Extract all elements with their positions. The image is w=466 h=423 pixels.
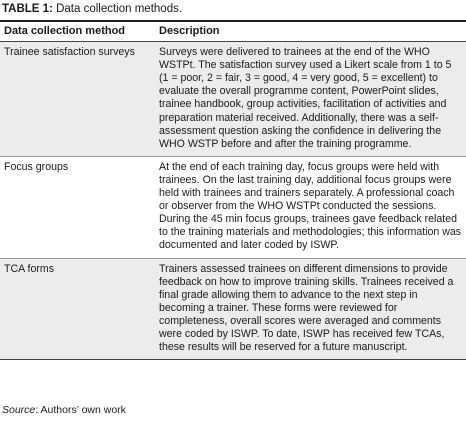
description-cell: Trainers assessed trainees on different dimensions to provide feedback on how to improve training skills. Trainees received a final grade allowing them to advance to the next step in becoming a trainer. These forms were reviewed for completeness, overall scores were averaged and comments were coded by ISWP. To date, ISWP has received few TCAs, these results will be reserved for a future manuscript. — [155, 258, 466, 360]
data-collection-table-container — [0, 20, 466, 360]
description-cell: At the end of each training day, focus groups were held with trainees. On the last training day, additional focus groups were held with trainees and trainers separately. A professional coach or observer from the WHO WSTPt conducted the sessions. During the 45 min focus groups, trainees gave feedback related to the training materials and methodologies; this information was documented and later coded by ISWP. — [155, 156, 466, 258]
table-header-row — [0, 21, 466, 42]
table-header — [0, 21, 466, 42]
method-cell: Focus groups — [0, 156, 155, 258]
source-text: : Authors’ own work — [35, 404, 126, 416]
table-row — [0, 156, 466, 258]
table-row — [0, 258, 466, 360]
source-label: Source — [2, 404, 36, 416]
column-header-description: Description — [155, 21, 466, 42]
method-cell: TCA forms — [0, 258, 155, 360]
table-body — [0, 42, 466, 360]
column-header-method: Data collection method — [0, 21, 155, 42]
method-cell: Trainee satisfaction surveys — [0, 42, 155, 157]
description-cell: Surveys were delivered to trainees at the end of the WHO WSTPt. The satisfaction survey used a Likert scale from 1 to 5 (1 = poor, 2 = fair, 3 = good, 4 = very good, 5 = excellent) to evaluate the overall programme content, PowerPoint slides, trainee handbook, group activities, facilitation of activities and preparation material received. Additionally, there was a self-assessment question asking the confidence in delivering the WHO WSTP before and after the training programme. — [155, 42, 466, 157]
table-caption — [2, 2, 182, 16]
table-caption-label: TABLE 1: — [2, 3, 53, 15]
data-collection-table — [0, 20, 466, 360]
table-row — [0, 42, 466, 157]
table-caption-text: Data collection methods. — [52, 3, 183, 15]
table-source-note — [2, 404, 126, 417]
